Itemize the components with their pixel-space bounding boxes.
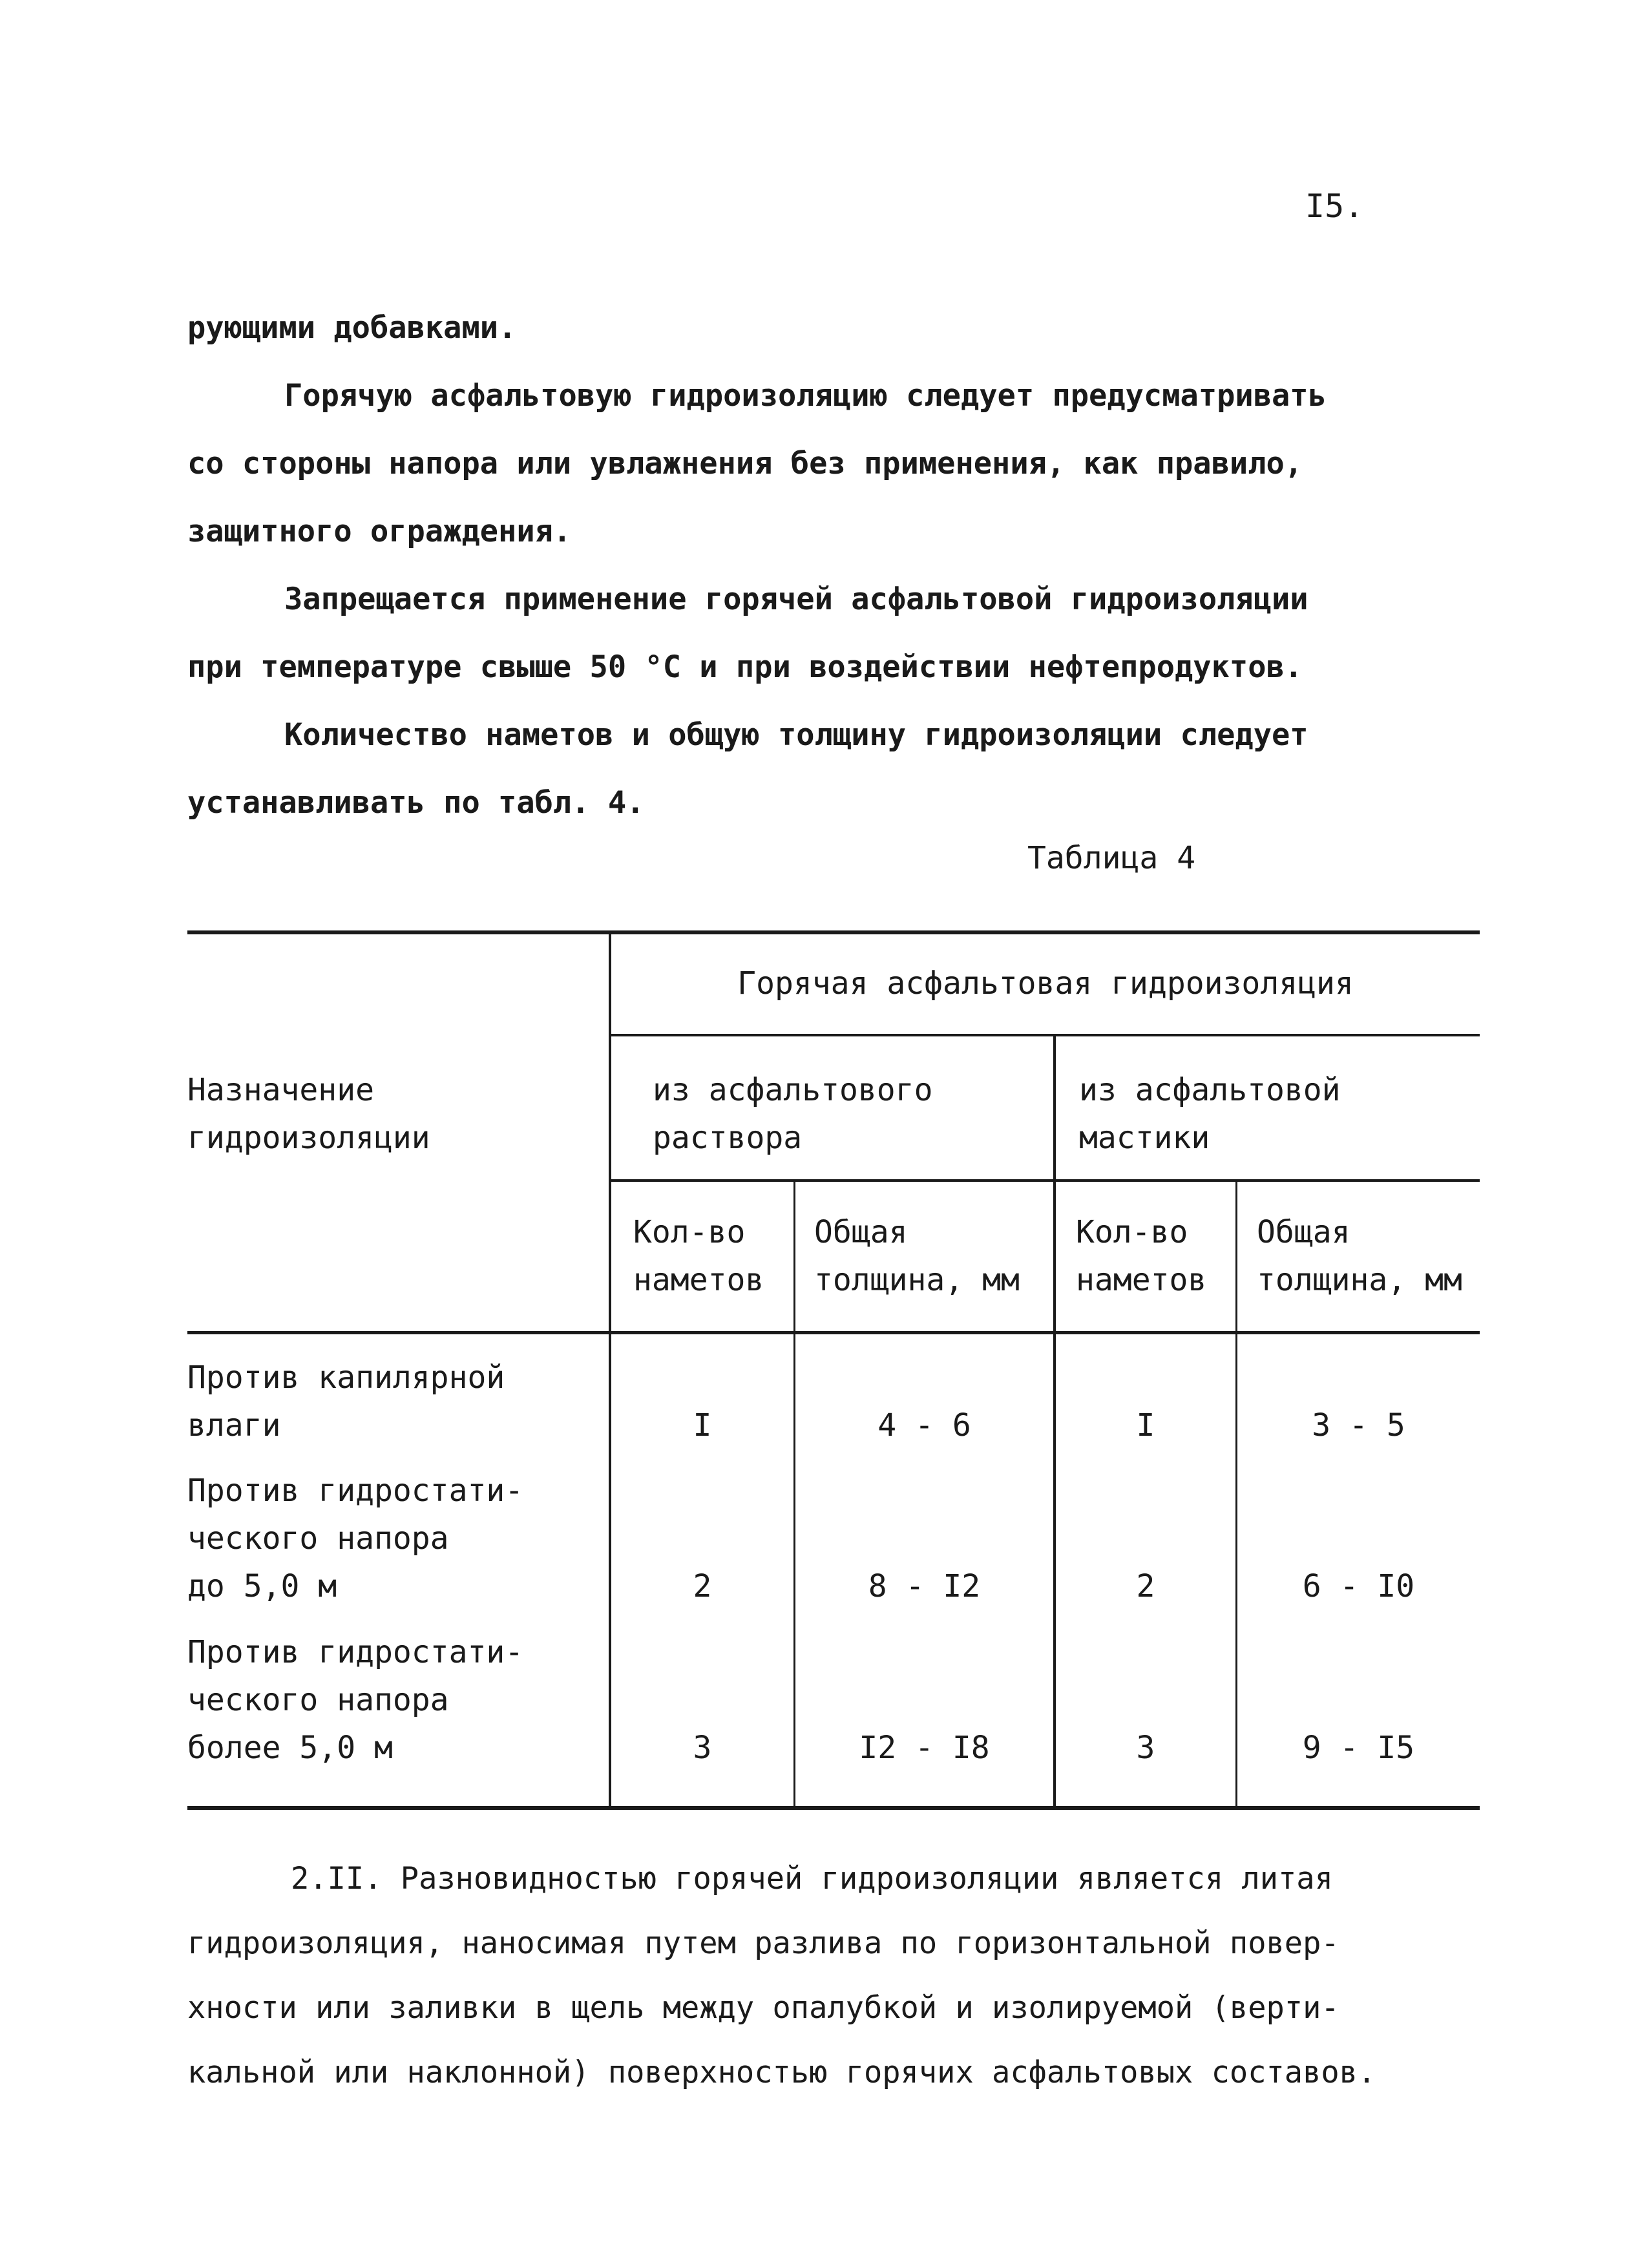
section-2-11-line-3: хности или заливки в щель между опалубкой и изолируемой (верти-	[187, 1990, 1339, 2026]
header-col-rule	[611, 1179, 1480, 1182]
row-2-purpose: Против гидростати- ческого напора до 5,0 м	[187, 1473, 524, 1604]
col-divider-2	[1235, 1179, 1237, 1810]
page-number: I5.	[1305, 187, 1364, 225]
paragraph-4-line-2: устанавливать по табл. 4.	[187, 785, 645, 821]
row-1-thickness-mastic: 3 - 5	[1312, 1407, 1405, 1444]
row-1-count-solution: I	[693, 1407, 712, 1444]
header-bottom-rule	[187, 1331, 1480, 1334]
paragraph-3-line-2: при температуре свыше 50 °С и при воздействии нефтепродуктов.	[187, 649, 1303, 685]
header-thickness-mastic: Общая толщина, мм	[1257, 1214, 1462, 1298]
data-table	[187, 930, 1480, 1809]
table-caption: Таблица 4	[1027, 840, 1196, 876]
header-main: Горячая асфальтовая гидроизоляция	[737, 965, 1354, 1002]
paragraph-3-line-1: Запрещается применение горячей асфальтовой гидроизоляции	[284, 582, 1308, 617]
paragraph-1-line: рующими добавками.	[187, 310, 517, 346]
row-2-thickness-solution: 8 - I2	[868, 1568, 981, 1604]
header-purpose: Назначение гидроизоляции	[187, 1072, 430, 1156]
row-1-purpose: Против капилярной влаги	[187, 1360, 505, 1444]
purpose-divider	[609, 930, 611, 1810]
paragraph-2-line-2: со стороны напора или увлажнения без применения, как правило,	[187, 446, 1303, 481]
header-solution: из асфальтового раствора	[653, 1072, 933, 1156]
row-1-count-mastic: I	[1136, 1407, 1155, 1444]
paragraph-2-line-3: защитного ограждения.	[187, 514, 572, 549]
row-2-count-mastic: 2	[1136, 1568, 1155, 1604]
row-1-thickness-solution: 4 - 6	[877, 1407, 971, 1444]
row-3-purpose: Против гидростати- ческого напора более 5,0 м	[187, 1634, 524, 1766]
header-sub-rule	[611, 1034, 1480, 1036]
col-divider-1	[793, 1179, 795, 1810]
header-count-solution: Кол-во наметов	[633, 1214, 764, 1298]
paragraph-2-line-1: Горячую асфальтовую гидроизоляцию следует предусматривать	[284, 378, 1327, 414]
section-2-11-line-2: гидроизоляция, наносимая путем разлива по горизонтальной повер-	[187, 1926, 1339, 1961]
row-2-count-solution: 2	[693, 1568, 712, 1604]
header-thickness-solution: Общая толщина, мм	[814, 1214, 1020, 1298]
header-mastic: из асфальтовой мастики	[1079, 1072, 1341, 1156]
row-3-count-mastic: 3	[1136, 1730, 1155, 1766]
row-2-thickness-mastic: 6 - I0	[1302, 1568, 1415, 1604]
paragraph-4-line-1: Количество наметов и общую толщину гидроизоляции следует	[284, 717, 1308, 753]
row-3-thickness-mastic: 9 - I5	[1302, 1730, 1415, 1766]
row-3-count-solution: 3	[693, 1730, 712, 1766]
section-2-11-line-1: 2.II. Разновидностью горячей гидроизоляции является литая	[291, 1861, 1333, 1896]
table-top-rule	[187, 930, 1480, 934]
header-count-mastic: Кол-во наметов	[1076, 1214, 1207, 1298]
table-bottom-rule	[187, 1806, 1480, 1810]
row-3-thickness-solution: I2 - I8	[859, 1730, 990, 1766]
section-2-11-line-4: кальной или наклонной) поверхностью горячих асфальтовых составов.	[187, 2055, 1376, 2090]
